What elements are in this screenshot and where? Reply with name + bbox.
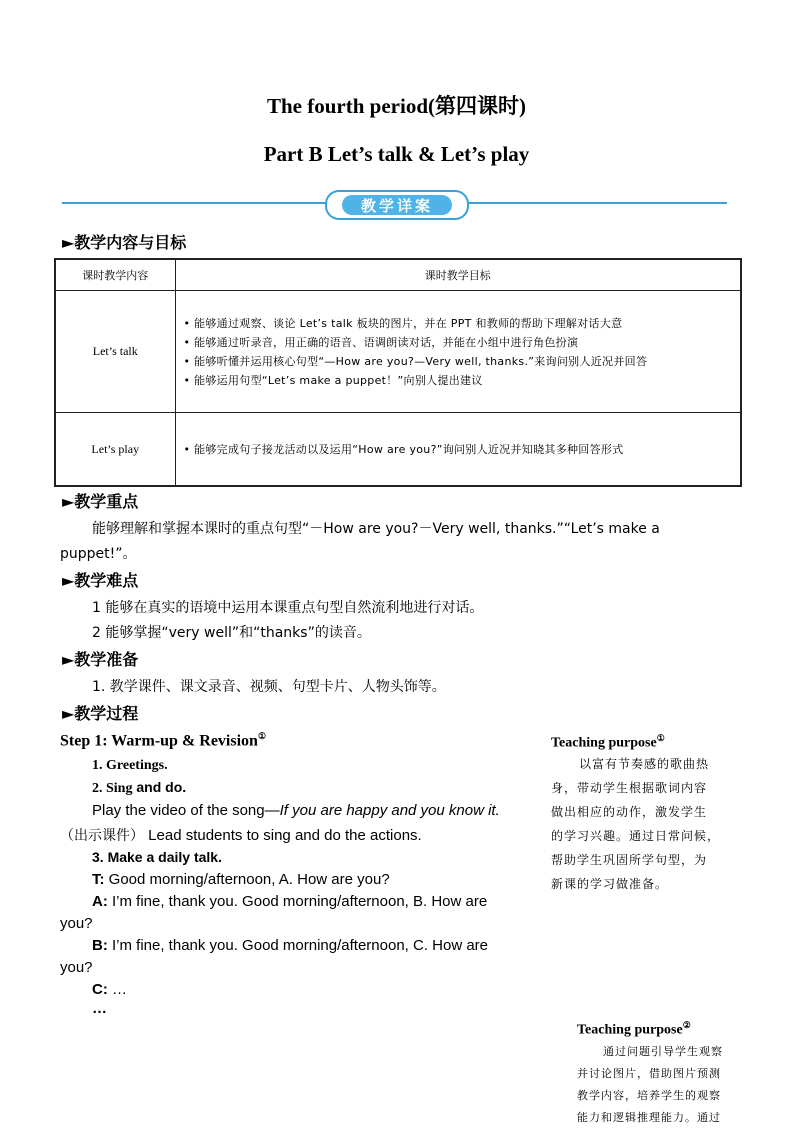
- dialogue-text: …: [107, 981, 127, 998]
- dialogue-line-b-cont: you?: [60, 959, 93, 976]
- table-header-goals: 课时教学目标: [175, 259, 741, 291]
- speaker-label: T:: [92, 871, 105, 888]
- side-note-line: 帮助学生巩固所学句型，为: [551, 853, 708, 867]
- goal-item: • 能够听懂并运用核心句型“—How are you?—Very well, thanks.”来询问别人近况并回答: [183, 354, 648, 368]
- table-header-content: 课时教学内容: [55, 259, 175, 291]
- key-points-line1: 能够理解和掌握本课时的重点句型“－How are you?－Very well, thanks.”“Let’s make a: [92, 521, 660, 537]
- step1-play-video-cont: [60, 825, 422, 845]
- side-note-line: 以富有节奏感的歌曲热: [579, 757, 710, 771]
- side-note-2-text: [577, 1041, 752, 1129]
- table-row: [55, 413, 741, 487]
- dialogue-line-b: [92, 937, 488, 954]
- goal-item: • 能够运用句型“Let’s make a puppet！”向别人提出建议: [183, 373, 483, 387]
- side-note-2-heading: [577, 1020, 691, 1039]
- difficulty-item: 1 能够在真实的语境中运用本课重点句型自然流利地进行对话。: [92, 600, 484, 616]
- section-heading-preparation: ►教学准备: [62, 650, 139, 669]
- step1-sing-num: 2. Sing: [92, 781, 133, 796]
- table-cell-goals: [175, 413, 741, 487]
- step1-greetings: 1. Greetings.: [92, 758, 168, 773]
- section-heading-key-points: ►教学重点: [62, 492, 139, 511]
- footnote-mark: ①: [257, 731, 267, 741]
- dialogue-ellipsis: …: [92, 1000, 107, 1017]
- dialogue-text: I’m fine, thank you. Good morning/afternoon, B. How are: [107, 893, 488, 910]
- banner-label: 教学详案: [342, 195, 452, 215]
- step1-song-title: If you are happy and you know it.: [279, 802, 500, 819]
- banner-badge: [325, 190, 469, 220]
- page-title: The fourth period(第四课时): [267, 94, 526, 118]
- dialogue-text: I’m fine, thank you. Good morning/afternoon, C. How are: [107, 937, 489, 954]
- side-note-1-heading: [551, 733, 665, 752]
- table-cell-content: Let’s talk: [55, 291, 175, 413]
- section-heading-process: ►教学过程: [62, 704, 139, 723]
- side-note-line: 新课的学习做准备。: [551, 877, 669, 891]
- side-note-line: 的学习兴趣。通过日常问候，: [551, 829, 721, 843]
- side-note-line: 通过问题引导学生观察: [603, 1045, 723, 1058]
- goal-item: • 能够通过听录音，用正确的语音、语调朗读对话，并能在小组中进行角色扮演: [183, 335, 579, 349]
- step1-lead-text: Lead students to sing and do the actions.: [144, 827, 422, 844]
- side-note-line: 做出相应的动作，激发学生: [551, 805, 708, 819]
- table-cell-content: Let’s play: [55, 413, 175, 487]
- dialogue-line-c: [92, 981, 127, 998]
- speaker-label: B:: [92, 937, 108, 954]
- goals-table: [54, 258, 742, 487]
- speaker-label: A:: [92, 893, 108, 910]
- side-note-line: 并讨论图片，借助图片预测: [577, 1067, 721, 1080]
- key-points-line2: puppet!”。: [60, 546, 137, 562]
- table-header-row: [55, 259, 741, 291]
- footnote-mark: ①: [656, 733, 665, 743]
- goal-item: • 能够完成句子接龙活动以及运用“How are you?”询问别人近况并知晓其多种回答形式: [183, 442, 624, 456]
- preparation-text: 1. 教学课件、课文录音、视频、句型卡片、人物头饰等。: [92, 679, 446, 695]
- step1-courseware-note: （出示课件）: [60, 828, 144, 844]
- dialogue-line-a-cont: you?: [60, 915, 93, 932]
- step1-title: [60, 731, 266, 750]
- step1-title-text: Step 1: Warm-up & Revision: [60, 732, 258, 750]
- goal-item: • 能够通过观察、谈论 Let’s talk 板块的图片，并在 PPT 和教师的帮助下理解对话大意: [183, 316, 623, 330]
- speaker-label: C:: [92, 981, 108, 998]
- footnote-mark: ②: [682, 1020, 691, 1030]
- side-note-line: 能力和逻辑推理能力。通过: [577, 1111, 721, 1124]
- page-subtitle: Part B Let’s talk & Let’s play: [263, 142, 530, 166]
- side-note-2-title: Teaching purpose: [577, 1022, 683, 1038]
- step1-sing: [92, 779, 186, 797]
- step1-daily-talk: 3. Make a daily talk.: [92, 849, 222, 865]
- section-heading-difficulties: ►教学难点: [62, 571, 139, 590]
- table-cell-goals: [175, 291, 741, 413]
- dialogue-text: Good morning/afternoon, A. How are you?: [104, 871, 390, 888]
- side-note-1-text: [551, 752, 736, 896]
- step1-play-video-text: Play the video of the song—: [92, 802, 280, 819]
- section-heading-content-goals: ►教学内容与目标: [62, 233, 187, 252]
- side-note-line: 身，带动学生根据歌词内容: [551, 781, 708, 795]
- banner-line-left: [62, 202, 327, 204]
- side-note-1-title: Teaching purpose: [551, 735, 657, 751]
- dialogue-line-t: [92, 871, 390, 888]
- difficulty-item: 2 能够掌握“very well”和“thanks”的读音。: [92, 625, 371, 641]
- table-row: [55, 291, 741, 413]
- step1-sing-rest: and do.: [132, 779, 187, 795]
- banner-line-right: [465, 202, 727, 204]
- dialogue-line-a: [92, 893, 487, 910]
- step1-play-video: [92, 802, 500, 819]
- side-note-line: 教学内容，培养学生的观察: [577, 1089, 721, 1102]
